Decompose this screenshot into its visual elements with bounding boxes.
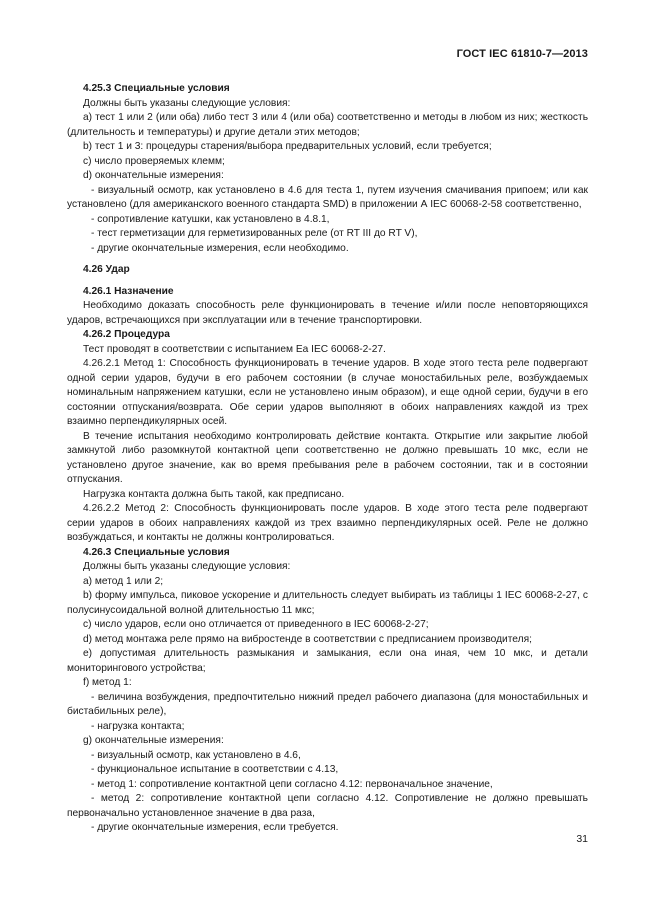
list-item: - нагрузка контакта; (91, 720, 185, 732)
paragraph: Необходимо доказать способность реле функционировать в течение и/или после неповторяющихся ударов, встречающихся при эксплуатации или в течение транспортировки. (67, 300, 588, 326)
list-item: - тест герметизации для герметизированных реле (от RT III до RT V), (91, 228, 418, 239)
document-body (67, 82, 588, 836)
section-heading: 4.25.3 Специальные условия (83, 83, 230, 94)
list-item: c) число проверяемых клемм; (83, 155, 225, 167)
list-item: a) тест 1 или 2 (или оба) либо тест 3 или 4 (или оба) соответственно и методы в любом из них; жесткость (длительность и температуры) и другие детали этих методов; (67, 112, 588, 138)
list-item: - визуальный осмотр, как установлено в 4.6, (91, 749, 301, 761)
paragraph: Тест проводят в соответствии с испытанием Ea IEC 60068-2-27. (83, 343, 386, 355)
paragraph: В течение испытания необходимо контролировать действие контакта. Открытие или закрытие любой замкнутой либо разомкнутой контактной цепи соответственно не должно превышать 10 мкс, если не установлено другое значение, как во время пребывания реле в рабочем состоянии, так и в состоянии отпускания. (67, 430, 588, 485)
list-item: e) допустимая длительность размыкания и замыкания, если она иная, чем 10 мкс, и детали мониторингового устройства; (67, 648, 588, 674)
list-item: a) метод 1 или 2; (83, 575, 164, 587)
list-item: - сопротивление катушки, как установлено в 4.8.1, (91, 213, 330, 225)
paragraph: Должны быть указаны следующие условия: (83, 97, 291, 109)
page-number: 31 (576, 833, 588, 845)
paragraph: 4.26.2.2 Метод 2: Способность функционировать после ударов. В ходе этого теста реле подвергают серии ударов в обоих направлениях каждой из трех взаимно перпендикулярных осей. Реле не должно возбуждаться, и контакты не должны контролироваться. (67, 503, 588, 543)
list-item: - другие окончательные измерения, если необходимо. (91, 242, 349, 254)
list-item: - функциональное испытание в соответствии с 4.13, (91, 764, 339, 775)
list-item: - визуальный осмотр, как установлено в 4.6 для теста 1, путем изучения смачивания припоем; или как установлено (для американского военного стандарта SMD) в приложении А IEC 60068-2-58 соответственно, (67, 184, 588, 210)
list-item: - метод 2: сопротивление контактной цепи согласно 4.12. Сопротивление не должно превышать первоначально установленное значение в два раза, (67, 793, 588, 819)
section-heading: 4.26.3 Специальные условия (83, 546, 230, 558)
section-heading: 4.26.1 Назначение (83, 285, 174, 297)
section-heading: 4.26 Удар (83, 264, 130, 275)
list-item: - другие окончательные измерения, если требуется. (91, 822, 339, 833)
list-item: f) метод 1: (83, 677, 132, 688)
paragraph: Должны быть указаны следующие условия: (83, 561, 291, 572)
page-header: ГОСТ IEC 61810-7—2013 (456, 48, 588, 60)
list-item: d) окончательные измерения: (83, 170, 224, 181)
list-item: g) окончательные измерения: (83, 735, 224, 746)
list-item: c) число ударов, если оно отличается от приведенного в IEC 60068-2-27; (83, 619, 429, 630)
list-item: b) тест 1 и 3: процедуры старения/выбора предварительных условий, если требуется; (83, 141, 492, 152)
paragraph: 4.26.2.1 Метод 1: Способность функционировать в течение ударов. В ходе этого теста реле подвергают одной серии ударов, будучи в его рабочем состоянии (в случае моностабильных реле, возбуждаемых номинальным напряжением катушки, если не установлено иным образом), и еще одной серии, будучи в его состоянии отпускания/возврата. Обе серии ударов выполняют в обоих направлениях каждой из трех взаимно перпендикулярных осей. (67, 358, 588, 427)
list-item: - величина возбуждения, предпочтительно нижний предел рабочего диапазона (для моностабильных и бистабильных реле), (67, 691, 588, 717)
section-heading: 4.26.2 Процедура (83, 329, 170, 340)
list-item: d) метод монтажа реле прямо на вибростенде в соответствии с предписанием производителя; (83, 633, 532, 645)
list-item: - метод 1: сопротивление контактной цепи согласно 4.12: первоначальное значение, (91, 778, 493, 790)
list-item: b) форму импульса, пиковое ускорение и длительность следует выбирать из таблицы 1 IEC 60068-2-27, с полусинусоидальной волной длительностью 11 мкс; (67, 590, 588, 616)
paragraph: Нагрузка контакта должна быть такой, как предписано. (83, 488, 345, 500)
